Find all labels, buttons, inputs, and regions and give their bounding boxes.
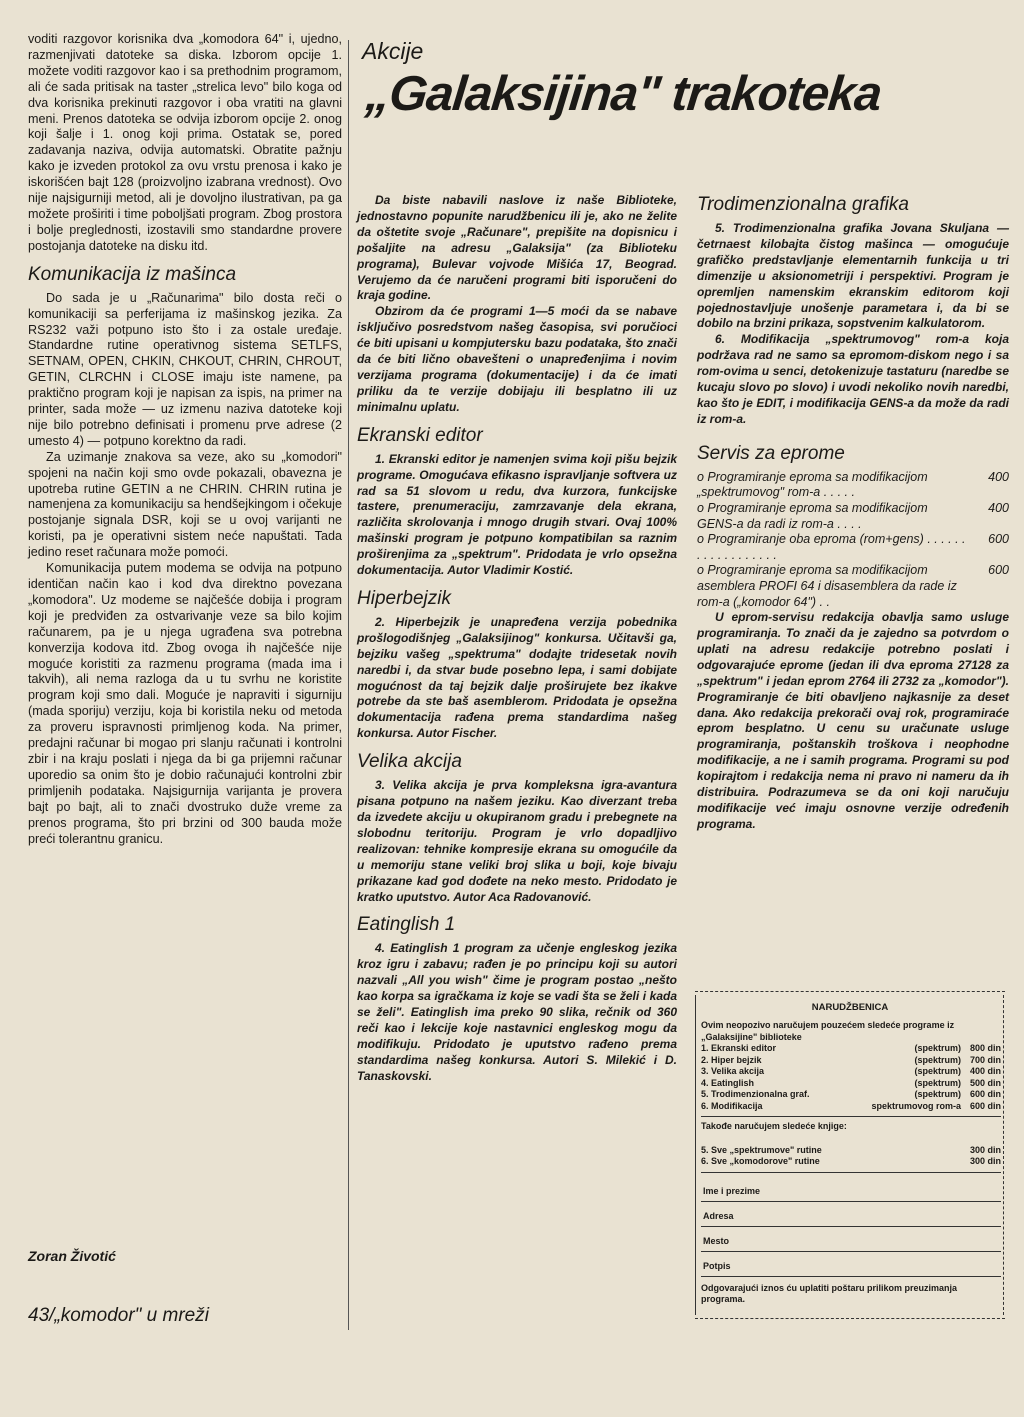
book-price: 300 din [969,1144,1001,1155]
author-name: Zoran Životić [28,1248,116,1264]
book-item[interactable] [701,1145,1001,1157]
signature-field-label: Potpis [703,1261,731,1271]
section-heading: Trodimenzionalna grafika [697,194,909,215]
name-field[interactable] [701,1177,1001,1202]
order-item[interactable] [701,1101,1001,1113]
order-item-name: 5. Trodimenzionalna graf. [701,1089,810,1099]
order-item-price: 400 din [969,1066,1001,1076]
place-field[interactable] [701,1227,1001,1252]
intro-paragraph: Obzirom da će programi 1—5 moći da se nabave isključivo posredstvom našeg časopisa, svi poručioci će biti upisani u kompjutersku bazu podataka, što znači da će biti lično obavešteni o unapređenjima i novim verzijama programa (dokumentacije) i da će imati priliku da te verzije dobijaju ili besplatno ili uz minimalnu uplatu. [357,304,677,414]
order-item-price: 800 din [969,1043,1001,1053]
service-price: 400 [988,469,1009,484]
paragraph: Do sada je u „Računarima" bilo dosta reči o komunikaciji sa perferijama iz mašinskog jezika. Za RS232 važi potpuno isto što i za ostale uređaje. Standardne rutine operativnog sistema SETLFS, SETNAM, OPEN, CHKIN, CHKOUT, CHRIN, CHROUT, GETIN, CLRCHN i CLOSE imaju iste namene, pa praktično program koji je napisan za ispis, na primer na printer, sada može — uz izmenu naziva datoteke koji nije bilo potrebno definisati i promenu prve adrese (2 umesto 4) — potpuno korektno da radi. [28,290,342,448]
service-price: 600 [988,532,1009,547]
article-title: „Galaksijina" trakoteka [363,67,884,121]
paragraph: U eprom-servisu redakcija obavlja samo usluge programiranja. To znači da je zajedno sa potvrdom o uplati na adresu redakcije potrebno poslati i odgovarajuće eprome (jedan ili dva eproma 27128 za „spektrum" i jedan eprom 2764 ili 2732 za „komodor"). Programiranje će biti obavljeno najkasnije za deset dana. Ako redakcija prekorači ovaj rok, programiraće eprom besplatno. U cenu su uračunate usluge programiranja, poštanskih troškova i neophodne modifikacije, a ne i samih programa. Programi su pod kopirajtom i redakcija nema ni pravo ni nameru da ih distribuira. Podrazumeva se da oni koji naručuju modifikacije već imaju osnovne verzije određenih programa. [697,610,1009,831]
form-intro: Ovim neopozivo naručujem pouzećem sledeće programe iz „Galaksijine" biblioteke [701,1020,955,1042]
order-item[interactable] [701,1078,1001,1090]
service-name: o Programiranje eproma sa modifikacijom GENS-a da radi iz rom-a . . . . [697,500,928,531]
intro-paragraph: Da biste nabavili naslove iz naše Biblioteke, jednostavno popunite narudžbenicu ili je, ako ne želite da oštetite svoje „Računare", prepišite na dopisnicu i pošaljite na adresu „Galaksija" (za Biblioteku programa), Bulevar vojvode Mišića 17, Beograd. Verujemo da će naručeni programi biti isporučeni do kraja godine. [357,193,677,303]
order-item[interactable] [701,1066,1001,1078]
form-title: NARUDŽBENICA [811,1002,889,1013]
order-item-name: 2. Hiper bejzik [701,1054,762,1065]
order-item[interactable] [701,1089,1001,1101]
paragraph: 5. Trodimenzionalna grafika Jovana Skuljana — četrnaest kilobajta čistog mašinca — omogućuje grafičko predstavljanje elementarnih funkcija u tri dimenzije u aksionometriji i perspektivi. Program je opremljen namenskim ekranskim editorom koji pojednostavljuje unošenje parametara i, da bi se dobilo na brzini prikaza, sopstvenim kalkulatorom. [697,221,1009,331]
column-left [28,32,342,847]
column-middle [357,193,677,1085]
order-item-platform: (spektrum) [914,1089,961,1099]
price-row [697,501,1009,532]
book-name: 5. Sve „spektrumove" rutine [701,1144,822,1155]
paragraph: 2. Hiperbejzik je unapređena verzija pobednika prošlogodišnjeg „Galaksijinog" konkursa. Učitavši ga, bejziku vašeg „spektruma" dodajte tridesetak novih naredbi i, da stvar bude posebno lepa, i sami dobijate mogućnost da taj bejzik dalje proširujete bez ikakve potrebe da ste baš asemblerom. Pridodata je opsežna dokumentacija rađena prema standardima našeg konkursa. Autor Fischer. [357,614,677,741]
order-item-price: 600 din [969,1100,1001,1111]
section-kicker: Akcije [362,38,424,64]
service-price: 400 [988,500,1009,515]
order-item-name: 6. Modifikacija [701,1100,763,1111]
section-heading: Eatinglish 1 [357,914,456,936]
price-row [697,532,1009,563]
form-top-border [695,991,1005,993]
order-item-platform: (spektrum) [914,1043,961,1053]
paragraph: Komunikacija putem modema se odvija na potpuno identičan način kao i kod dva direktno povezana „komodora". Uz modeme se najčešće dobija i program koji je predviđen za ostvarivanje veze sa bilo kojim računarem, pa je u njega ugrađena sva potrebna konverzija kodova itd. Zbog ovoga ih najčešće nije moguće koristiti za razmenu programa (mada ima i takvih), ali nema razloga da u tu svrhu ne koristite program koji smo dali. Moguće je napraviti i sigurniju (mada sporiju) verziju, koja bi koristila neku od metoda za proveru ispravnosti primljenog koda. Na primer, predajni računar bi mogao pri slanju računati i kontrolni zbir i na kraju poslati i njega da bi ga prijemni računar uporedio sa onim što je dobio računajući kontrolni zbir primljenih podataka. Najsigurnija varijanta je provera bajt po bajt, ali to znači dvostruko duže vreme za prenos programa, što pri brzini od 300 bauda može preći tolerantnu granicu. [28,561,342,846]
order-item-platform: (spektrum) [914,1054,961,1065]
service-name: o Programiranje eproma sa modifikacijom „spektrumovog" rom-a . . . . . [697,469,928,500]
paragraph: voditi razgovor korisnika dva „komodora 64" i, ujedno, razmenjivati datoteke sa diska. Izborom opcije 1. možete voditi razgovor kao i sa prethodnim programom, ali će sada pritisak na taster „strelica levo" bilo koga od dva korisnika prekinuti razgovor i oba vratiti na glavni meni. Prenos datoteka se odvija izborom opcije 2. onog koji šalje i 1. onog koji prima. Ostatak se, pored zadavanja naziva, odvija automatski. Obratite pažnju kako je izveden protokol za ovu vrstu prenosa i kako je iskorišćen bajt 128 (proizvoljno izabrana vrednost). Ovo nije najsigurniji metod, ali je dovoljno ilustrativan, pa ga možete proširiti i time poboljšati program. Zbog prostora i bolje preglednosti, izostavili smo standardne provere postojanja datoteke na disku itd. [28,32,342,253]
section-heading: Servis za eprome [697,442,845,464]
form-divider [701,1116,1001,1117]
paragraph: 6. Modifikacija „spektrumovog" rom-a koja podržava rad ne samo sa epromom-diskom nego i sa rom-ovima u senci, detokenizuje tastaturu (naredbe se kucaju slovo po slovo) i uvodi nekoliko novih naredbi, kao što je EDIT, i modifikacija GENS-a da može da radi iz rom-a. [697,332,1009,426]
service-price: 600 [988,563,1009,578]
order-form [695,985,1005,1327]
section-heading: Komunikacija iz mašinca [28,263,237,285]
column-divider [348,40,349,1330]
paragraph: 4. Eatinglish 1 program za učenje engleskog jezika kroz igru i zabavu; rađen je po principu koji su autori nazvali „All you wish" čime je program postao „nešto kao korpa sa igračkama iz koje se vadi šta se želi i kada se želi". Eatinglish ima preko 90 slika, rečnik od 360 reči kao i lekcije koje nastavnici engleskog mogu da modifikuju. Pridodato je uputstvo rađeno prema standardima našeg konkursa. Autori S. Milekić i D. Tanaskovski. [357,941,677,1083]
form-right-border [1003,995,1005,1315]
order-item-price: 500 din [969,1077,1001,1088]
order-item-price: 600 din [969,1089,1001,1099]
paragraph: 3. Velika akcija je prva kompleksna igra-avantura pisana potpuno na našem jeziku. Kao diverzant treba da izvedete akciju u okupiranom gradu i prebegnete na slobodnu teritoriju. Program je vrlo dopadljivo realizovan: tehnike kompresije ekrana su omogućile da u memoriju stane veliki broj slika u boji, koje bivaju prikazane kad god dođete na neko mesto. Pridodato je kratko uputstvo. Autor Aca Radovanović. [357,778,677,904]
order-item-name: 3. Velika akcija [701,1066,765,1076]
order-item-name: 4. Eatinglish [701,1077,755,1088]
form-left-border [695,995,696,1315]
column-right [697,193,1009,833]
order-item-platform: spektrumovog rom-a [871,1100,961,1111]
order-item[interactable] [701,1055,1001,1067]
books-intro: Takođe naručujem sledeće knjige: [701,1121,847,1131]
book-item[interactable] [701,1156,1001,1168]
address-field[interactable] [701,1202,1001,1227]
paragraph: 1. Ekranski editor je namenjen svima koji pišu bejzik programe. Omogućava efikasno ispravljanje softvera uz rad sa 51 slovom u redu, dva kurzora, funkcijske tastere, prenumeraciju, zamrzavanje dela ekrana, različita skrolovanja i mnogo drugih stvari. Ovaj 100% mašinski program je potpuno kompatibilan sa raznim proširenjima za „spektrum". Pridodata je vrlo opsežna dokumentacija. Autor Vladimir Kostić. [357,451,677,578]
paragraph: Za uzimanje znakova sa veze, ako su „komodori" spojeni na način koji smo ovde pokazali, obavezna je upotreba rutine GETIN a ne CHRIN. CHRIN rutina je namenjena za komunikaciju sa hendšejkingom i očekuje postojanje signala DSR, koji se u ovoj varijanti ne koristi, pa je operativni sistem neće napuštati. Tada jedino reset računara može pomoći. [28,449,342,560]
book-name: 6. Sve „komodorove" rutine [701,1156,820,1166]
section-heading: Hiperbejzik [357,587,451,609]
order-item-name: 1. Ekranski editor [701,1043,777,1053]
section-heading: Ekranski editor [357,424,483,446]
service-name: o Programiranje eproma sa modifikacijom asemblera PROFI 64 i disasemblera da rade iz rom-a („komodor 64") . . [697,563,957,609]
section-heading: Velika akcija [357,751,462,773]
form-body [701,1020,1001,1306]
form-bottom-border [695,1318,1005,1319]
form-divider [701,1172,1001,1173]
address-field-label: Adresa [703,1211,734,1221]
service-price-list [697,470,1009,610]
book-price: 300 din [969,1156,1001,1166]
place-field-label: Mesto [703,1236,730,1246]
page-footer: 43/„komodor" u mreži [28,1305,209,1326]
price-row [697,563,1009,610]
order-item-platform: (spektrum) [914,1077,961,1088]
payment-note: Odgovarajući iznos ću uplatiti poštaru prilikom preuzimanja programa. [701,1282,958,1304]
service-name: o Programiranje oba eproma (rom+gens) . . . . . . . . . . . . . . . . . . [697,532,966,562]
order-item-platform: (spektrum) [914,1066,961,1076]
order-item[interactable] [701,1043,1001,1055]
name-field-label: Ime i prezime [703,1186,761,1196]
order-item-price: 700 din [969,1054,1001,1065]
signature-field[interactable] [701,1252,1001,1277]
price-row [697,470,1009,501]
